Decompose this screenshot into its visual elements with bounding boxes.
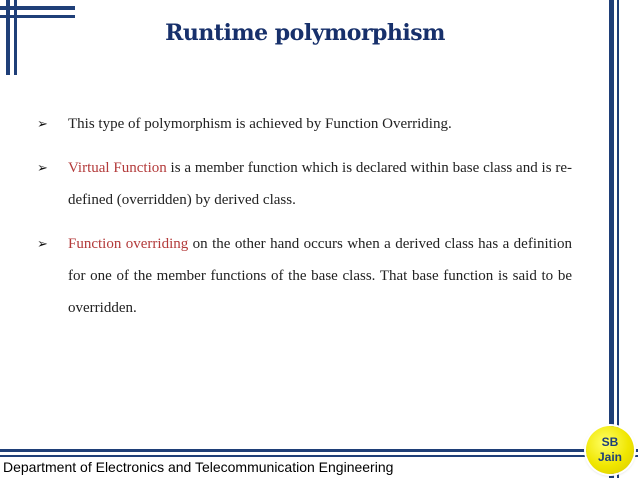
bullet-list	[37, 108, 572, 336]
bullet-text: is a member function which is declared within base class and is re-defined (overridden) by derived class.	[68, 160, 572, 208]
author-badge	[586, 426, 634, 474]
badge-name: Jain	[597, 450, 622, 464]
right-border-line-2	[617, 0, 619, 478]
bullet-item	[37, 108, 572, 140]
right-border-line-1	[609, 0, 614, 478]
corner-bar-horizontal-2	[0, 15, 75, 18]
slide-title: Runtime polymorphism	[165, 20, 445, 46]
arrow-bullet-icon: ➢	[37, 116, 48, 131]
bullet-highlight: Function overriding	[68, 236, 189, 252]
bullet-text: This type of polymorphism is achieved by Function Overriding.	[68, 116, 452, 132]
bullet-highlight: Virtual Function	[68, 160, 167, 176]
department-footer: Department of Electronics and Telecommunication Engineering	[3, 459, 394, 475]
bottom-border-line-2	[0, 455, 638, 457]
bullet-item	[37, 228, 572, 324]
bullet-text: on the other hand occurs when a derived class has a definition for one of the member functions of the base class. That base function is said to be overridden.	[68, 236, 572, 316]
arrow-bullet-icon: ➢	[37, 236, 48, 251]
arrow-bullet-icon: ➢	[37, 160, 48, 175]
badge-initials: SB	[601, 435, 619, 449]
corner-bar-horizontal-1	[0, 6, 75, 10]
bottom-border-line-1	[0, 449, 638, 452]
bullet-item	[37, 152, 572, 216]
